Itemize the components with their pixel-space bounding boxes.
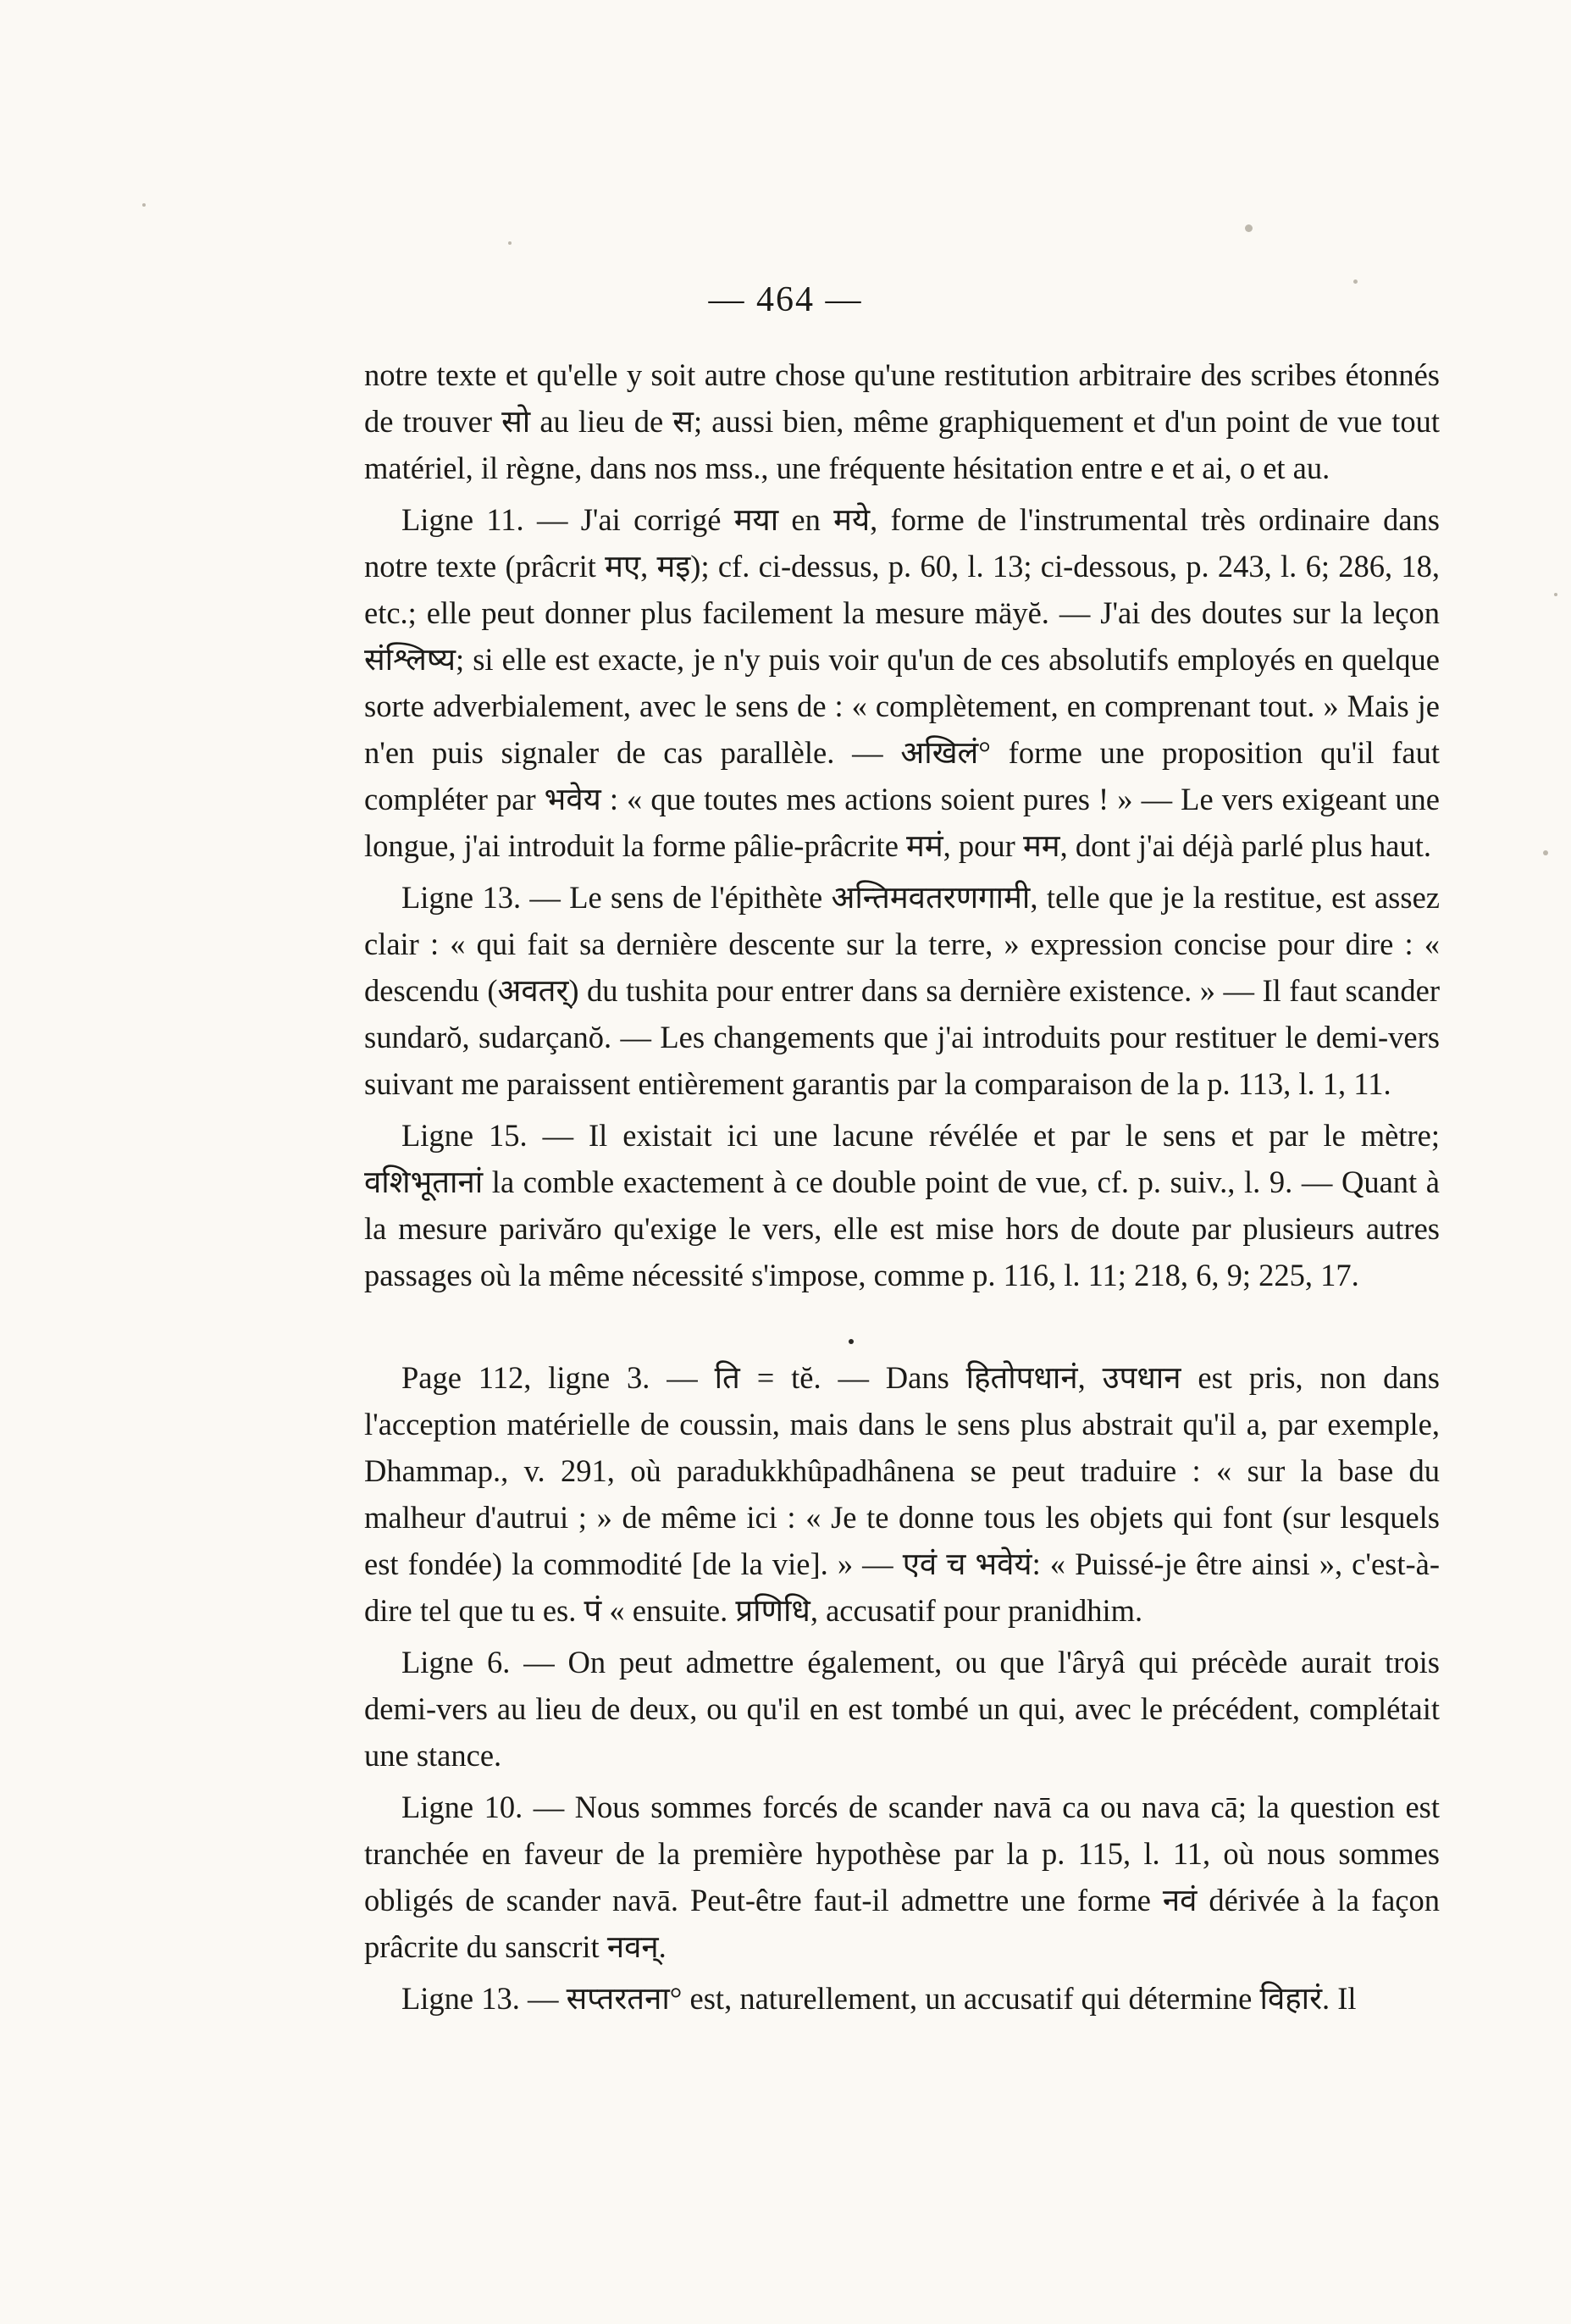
page-number: — 464 — — [708, 280, 863, 319]
paragraph-continuation: notre texte et qu'elle y soit autre chose qu'une restitution arbitraire des scribes étonnés de trouver सो au lieu de स; aussi bien, même graphiquement et d'un point de vue tout matériel, il règne, dans nos mss., une fréquente hésitation entre e et ai, o et au. — [364, 357, 1440, 485]
paragraph-ligne-10: Ligne 10. — Nous sommes forcés de scander navā ca ou nava cā; la question est tranchée en faveur de la première hypothèse par la p. 115, l. 11, où nous sommes obligés de scander navā. Peut-être faut-il admettre une forme नवं dérivée à la façon prâcrite du sanscrit नवन्. — [364, 1790, 1440, 1964]
paragraph-page-112-ligne-3: Page 112, ligne 3. — ति = tĕ. — Dans हितोपधानं, उपधान est pris, non dans l'acception matérielle de coussin, mais dans le sens plus abstrait qu'il a, par exemple, Dhammap., v. 291, où paradukkhûpadhânena se peut traduire : « sur la base du malheur d'autrui ; » de même ici : « Je te donne tous les objets qui font (sur lesquels est fondée) la commodité [de la vie]. » — एवं च भवेयं: « Puissé-je être ainsi », c'est-à-dire tel que tu es. पं « ensuite. प्रणिधि, accusatif pour pranidhim. — [364, 1360, 1440, 1628]
paragraph-ligne-13: Ligne 13. — Le sens de l'épithète अन्तिमवतरणगामी, telle que je la restitue, est assez clair : « qui fait sa dernière descente sur la terre, » expression concise pour dire : « descendu (अवतर्) du tushita pour entrer dans sa dernière existence. » — Il faut scander sundarŏ, sudarçanŏ. — Les changements que j'ai introduits pour restituer le demi-vers suivant me paraissent entièrement garantis par la comparaison de la p. 113, l. 1, 11. — [364, 880, 1440, 1101]
paragraph-ligne-15: Ligne 15. — Il existait ici une lacune révélée et par le sens et par le mètre; वशिभूतानां la comble exactement à ce double point de vue, cf. p. suiv., l. 9. — Quant à la mesure parivăro qu'exige le vers, elle est mise hors de doute par plusieurs autres passages où la même nécessité s'impose, comme p. 116, l. 11; 218, 6, 9; 225, 17. — [364, 1118, 1440, 1292]
page-speck — [1543, 850, 1548, 855]
page-speck — [508, 241, 512, 245]
paragraph-ligne-6: Ligne 6. — On peut admettre également, ou que l'âryâ qui précède aurait trois demi-vers au lieu de deux, ou qu'il en est tombé un qui, avec le précédent, complétait une stance. — [364, 1645, 1440, 1773]
paragraph-ligne-13-b: Ligne 13. — सप्तरतना° est, naturellement, un accusatif qui détermine विहारं. Il — [401, 1981, 1357, 2016]
page-speck — [1353, 279, 1358, 284]
page-speck — [1245, 224, 1253, 232]
page-speck — [1554, 593, 1557, 596]
separator-dot — [849, 1339, 854, 1344]
paragraph-ligne-11: Ligne 11. — J'ai corrigé मया en मये, forme de l'instrumental très ordinaire dans notre texte (prâcrit मए, मइ); cf. ci-dessus, p. 60, l. 13; ci-dessous, p. 243, l. 6; 286, 18, etc.; elle peut donner plus facilement la mesure mäyĕ. — J'ai des doutes sur la leçon संश्लिष्य; si elle est exacte, je n'y puis voir qu'un de ces absolutifs employés en quelque sorte adverbialement, avec le sens de : « complètement, en comprenant tout. » Mais je n'en puis signaler de cas parallèle. — अखिलं° forme une proposition qu'il faut compléter par भवेय : « que toutes mes actions soient pures ! » — Le vers exigeant une longue, j'ai introduit la forme pâlie-prâcrite ममं, pour मम, dont j'ai déjà parlé plus haut. — [364, 502, 1440, 863]
page-speck — [142, 203, 146, 207]
body-text — [364, 351, 1440, 2027]
